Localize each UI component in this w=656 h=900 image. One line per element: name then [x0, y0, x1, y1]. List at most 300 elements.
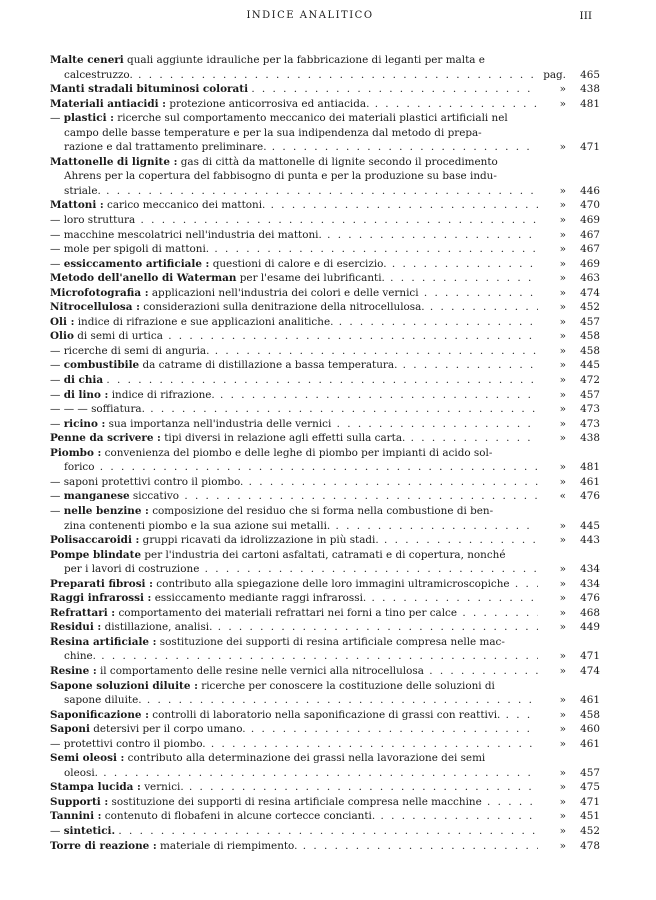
page-reference [538, 780, 600, 795]
entry-text: considerazioni sulla denitrazione della nitrocellulosa. [143, 301, 425, 314]
entry-line [50, 591, 600, 606]
index-entry [50, 679, 600, 708]
ditto-mark: » [559, 184, 566, 197]
entry-keyword: di chia [63, 374, 104, 387]
entry-line [50, 388, 600, 403]
page-reference [538, 198, 600, 213]
entry-text: soffiatura. [91, 403, 145, 416]
ditto-mark: » [559, 737, 566, 750]
entry-text: zina contenenti piombo e la sua azione sui metalli. [64, 519, 331, 532]
index-entry [50, 286, 600, 301]
entry-line [50, 504, 600, 519]
entry-line [50, 548, 600, 563]
page-reference [538, 795, 600, 810]
index-entry [50, 475, 600, 490]
index-entry [50, 155, 600, 199]
ditto-mark: » [559, 359, 566, 372]
ditto-mark: » [559, 243, 566, 256]
entry-text: Ahrens per la copertura del fabbisogno di punta e per la produzione su base indu- [64, 170, 497, 183]
entry-line [50, 649, 600, 664]
entry-text: detersivi per il corpo umano. [93, 723, 246, 736]
ditto-mark: » [559, 534, 566, 547]
entry-text: ricerche sul comportamento meccanico dei materiali plastici artificiali nel [117, 112, 508, 125]
entry-text: gas di città da mattonelle di lignite secondo il procedimento [180, 155, 498, 168]
index-entry [50, 591, 600, 606]
entry-line [50, 519, 600, 534]
entry-prefix: — — — [50, 403, 92, 416]
page-reference [538, 213, 600, 228]
page-number-ref: 465 [580, 68, 600, 81]
entry-keyword: Penne da scrivere : [50, 432, 161, 445]
entry-prefix: — [50, 344, 64, 357]
entry-line [50, 213, 600, 228]
index-entry [50, 548, 600, 577]
entry-text: chine. [64, 650, 96, 663]
page-number-ref: 475 [580, 781, 600, 794]
entry-text: sapone diluite. [64, 694, 142, 707]
index-entry [50, 417, 600, 432]
index-entry [50, 242, 600, 257]
ditto-mark: » [559, 214, 566, 227]
ditto-mark: » [559, 766, 566, 779]
index-entry [50, 737, 600, 752]
entry-keyword: ricino : [63, 417, 106, 430]
entry-keyword: Microfotografia : [50, 286, 149, 299]
ditto-mark: » [559, 810, 566, 823]
index-entry [50, 489, 600, 504]
entry-keyword: Olio [50, 330, 74, 343]
index-entry [50, 635, 600, 664]
entry-text: indice di rifrazione. [111, 388, 215, 401]
entry-text: striale. [64, 184, 101, 197]
entry-text: comportamento dei materiali refrattari nei forni a tino per calce [118, 606, 458, 619]
index-entry [50, 795, 600, 810]
entry-keyword: Nitrocellulosa : [50, 301, 140, 314]
ditto-mark: » [559, 519, 566, 532]
page-reference [538, 577, 600, 592]
entry-line [50, 140, 600, 155]
ditto-mark: » [559, 374, 566, 387]
index-entry [50, 213, 600, 228]
ditto-mark: » [559, 577, 566, 590]
entry-text: applicazioni nell'industria dei colori e delle vernici [151, 286, 419, 299]
entry-text: forico [64, 461, 95, 474]
entry-keyword: Metodo dell'anello di Waterman [50, 272, 237, 285]
ditto-mark: » [559, 839, 566, 852]
page-reference [538, 315, 600, 330]
ditto-mark: » [559, 708, 566, 721]
entry-prefix: — [50, 824, 64, 837]
page-number-ref: 457 [580, 766, 600, 779]
page-number-ref: 452 [580, 824, 600, 837]
entry-text: indice di rifrazione e sue applicazioni analitiche. [77, 315, 334, 328]
page-reference [538, 649, 600, 664]
page-number-ref: 474 [580, 286, 600, 299]
ditto-mark: » [559, 199, 566, 212]
page-reference [538, 475, 600, 490]
page-number-ref: 461 [580, 694, 600, 707]
page-number-ref: 478 [580, 839, 600, 852]
page-number-ref: 445 [580, 359, 600, 372]
entry-keyword: plastici : [63, 112, 114, 125]
page-number-ref: 467 [580, 228, 600, 241]
entry-keyword: Supporti : [50, 795, 109, 808]
page-number-ref: 457 [580, 315, 600, 328]
entry-line [50, 82, 600, 97]
entry-line [50, 533, 600, 548]
page-number-ref: 469 [580, 257, 600, 270]
page-reference [538, 708, 600, 723]
index-entry [50, 620, 600, 635]
entry-text: controlli di laboratorio nella saponificazione di grassi con reattivi. [152, 708, 501, 721]
index-entry [50, 111, 600, 155]
entry-line [50, 577, 600, 592]
entry-line [50, 664, 600, 679]
ditto-mark: » [559, 417, 566, 430]
entry-line [50, 722, 600, 737]
page-number-ref: 457 [580, 388, 600, 401]
index-entry [50, 228, 600, 243]
entry-keyword: essiccamento artificiale : [63, 257, 210, 270]
page-reference [538, 664, 600, 679]
index-entry [50, 198, 600, 213]
index-entry [50, 431, 600, 446]
entry-line [50, 620, 600, 635]
page-number-ref: 481 [580, 461, 600, 474]
entry-text: quali aggiunte idrauliche per la fabbricazione di leganti per malta e [127, 54, 485, 66]
ditto-mark: » [559, 621, 566, 634]
page-reference [538, 519, 600, 534]
entry-line [50, 780, 600, 795]
entry-keyword: Torre di reazione : [50, 839, 157, 852]
index-entry [50, 271, 600, 286]
page-reference [538, 344, 600, 359]
entry-text: da catrame di distillazione a bassa temperatura. [142, 359, 398, 372]
page-number-ref: 461 [580, 737, 600, 750]
entry-text: composizione del residuo che si forma nella combustione di ben- [152, 504, 494, 517]
ditto-mark: » [559, 83, 566, 96]
ditto-mark: » [559, 228, 566, 241]
index-entry [50, 533, 600, 548]
index-entry [50, 824, 600, 839]
index-entry [50, 97, 600, 112]
index-entry [50, 809, 600, 824]
page-reference [538, 809, 600, 824]
entry-prefix: — [50, 228, 64, 241]
index-entry [50, 53, 600, 82]
entry-keyword: Raggi infrarossi : [50, 592, 152, 605]
entry-text: materiale di riempimento. [160, 839, 298, 852]
ditto-mark: » [559, 664, 566, 677]
entry-text: convenienza del piombo e delle leghe di piombo per impianti di acido sol- [104, 446, 493, 459]
page-reference [538, 82, 600, 97]
entry-line [50, 708, 600, 723]
entry-prefix: — [50, 374, 64, 387]
ditto-mark: » [559, 694, 566, 707]
entry-prefix: — [50, 504, 64, 517]
entry-line [50, 155, 600, 170]
running-header [50, 10, 592, 26]
entry-prefix: — [50, 490, 64, 503]
ditto-mark: » [559, 592, 566, 605]
ditto-mark: » [559, 330, 566, 343]
page-reference [538, 373, 600, 388]
entry-line [50, 68, 600, 83]
entry-line [50, 271, 600, 286]
page-reference [538, 271, 600, 286]
page-reference [538, 417, 600, 432]
entry-line [50, 417, 600, 432]
page-number-ref: 460 [580, 723, 600, 736]
page-number-ref: 473 [580, 417, 600, 430]
ditto-mark: » [559, 257, 566, 270]
entry-line [50, 358, 600, 373]
entry-text: questioni di calore e di esercizio. [212, 257, 387, 270]
index-entry [50, 82, 600, 97]
entry-text: campo delle basse temperature e per la sua indipendenza dal metodo di prepa- [64, 126, 482, 139]
ditto-mark: » [559, 432, 566, 445]
entry-keyword: Residui : [50, 621, 102, 634]
page-number-ref: 458 [580, 708, 600, 721]
entry-line [50, 839, 600, 854]
entry-text: il comportamento delle resine nelle vernici alla nitrocellulosa [99, 664, 424, 677]
page-reference [538, 839, 600, 854]
page-reference [538, 489, 600, 504]
page-number-ref: 449 [580, 621, 600, 634]
entry-line [50, 751, 600, 766]
entry-line [50, 460, 600, 475]
index-entry [50, 373, 600, 388]
ditto-mark: » [559, 606, 566, 619]
ditto-mark: pag. [543, 68, 566, 81]
page-reference [538, 97, 600, 112]
page-reference [538, 300, 600, 315]
entry-keyword: Resina artificiale : [50, 635, 157, 648]
entry-line [50, 198, 600, 213]
page-number-ref: 472 [580, 374, 600, 387]
page-reference [538, 257, 600, 272]
entry-line [50, 257, 600, 272]
entry-line [50, 315, 600, 330]
entry-line [50, 795, 600, 810]
page-number-ref: 469 [580, 214, 600, 227]
index-entry [50, 329, 600, 344]
entry-text: siccativo [132, 490, 180, 503]
index-entry [50, 315, 600, 330]
entry-text: sua importanza nell'industria delle vernici [108, 417, 332, 430]
index-entry [50, 446, 600, 475]
index-entry [50, 780, 600, 795]
entry-text: calcestruzzo. [64, 68, 133, 81]
entry-text: essiccamento mediante raggi infrarossi. [154, 592, 367, 605]
entry-line [50, 446, 600, 461]
page-reference [538, 358, 600, 373]
entry-keyword: Preparati fibrosi : [50, 577, 153, 590]
entry-text: distillazione, analisi. [104, 621, 213, 634]
entry-text: contributo alla spiegazione delle loro immagini ultramicroscopiche [156, 577, 510, 590]
entry-text: per l'esame dei lubrificanti. [239, 272, 385, 285]
page-reference [538, 402, 600, 417]
page-reference [538, 620, 600, 635]
entry-prefix: — [50, 257, 64, 270]
entry-line [50, 373, 600, 388]
index-entry [50, 664, 600, 679]
ditto-mark: » [559, 781, 566, 794]
entry-line [50, 329, 600, 344]
entry-keyword: Stampa lucida : [50, 781, 141, 794]
entry-text: protettivi contro il piombo. [63, 737, 206, 750]
entry-text: contenuto di flobafeni in alcune cortecce concianti. [104, 810, 376, 823]
page-number-ref: 438 [580, 83, 600, 96]
index-entry [50, 751, 600, 780]
entry-line [50, 286, 600, 301]
page-reference [538, 737, 600, 752]
index-entry [50, 358, 600, 373]
ditto-mark: » [559, 272, 566, 285]
entry-text: per l'industria dei cartoni asfaltati, catramati e di copertura, nonché [144, 548, 506, 561]
index-entry [50, 402, 600, 417]
page-number-ref: 451 [580, 810, 600, 823]
page-number-ref: 467 [580, 243, 600, 256]
entry-text: mole per spigoli di mattoni. [63, 243, 210, 256]
entry-line [50, 475, 600, 490]
entry-keyword: Saponificazione : [50, 708, 149, 721]
page-number-ref: 471 [580, 650, 600, 663]
ditto-mark: » [559, 824, 566, 837]
ditto-mark: » [559, 344, 566, 357]
page-reference [538, 140, 600, 155]
entry-keyword: sintetici. [63, 824, 116, 837]
ditto-mark: » [559, 650, 566, 663]
entry-keyword: Materiali antiacidi : [50, 97, 167, 110]
entry-line [50, 228, 600, 243]
entry-text: per i lavori di costruzione [64, 563, 200, 576]
entry-prefix: — [50, 112, 64, 125]
ditto-mark: » [559, 97, 566, 110]
index-entry [50, 577, 600, 592]
ditto-mark: « [559, 490, 566, 503]
entry-line [50, 300, 600, 315]
ditto-mark: » [559, 315, 566, 328]
page-number-ref: 458 [580, 330, 600, 343]
page-reference [538, 824, 600, 839]
entry-keyword: Piombo : [50, 446, 102, 459]
page-number-ref: 446 [580, 184, 600, 197]
page-number-ref: 463 [580, 272, 600, 285]
ditto-mark: » [559, 141, 566, 154]
index-entry [50, 257, 600, 272]
entry-text: razione e dal trattamento preliminare. [64, 141, 267, 154]
page-number-ref: 470 [580, 199, 600, 212]
entry-line [50, 402, 600, 417]
entry-prefix: — [50, 388, 64, 401]
entry-text: macchine mescolatrici nell'industria dei mattoni. [63, 228, 322, 241]
entry-line [50, 693, 600, 708]
entry-line [50, 126, 600, 141]
ditto-mark: » [559, 301, 566, 314]
entry-prefix: — [50, 243, 64, 256]
page-number-ref: 476 [580, 592, 600, 605]
entry-keyword: Saponi [50, 723, 90, 736]
entry-text: gruppi ricavati da idrolizzazione in più stadi. [142, 534, 379, 547]
page-reference [538, 329, 600, 344]
entry-text: sostituzione dei supporti di resina artificiale compresa nelle macchine [111, 795, 482, 808]
entry-keyword: Oli : [50, 315, 75, 328]
index-entries [50, 53, 600, 853]
ditto-mark: » [559, 403, 566, 416]
ditto-mark: » [559, 461, 566, 474]
entry-line [50, 766, 600, 781]
index-entry [50, 839, 600, 854]
entry-prefix: — [50, 359, 64, 372]
ditto-mark: » [559, 795, 566, 808]
entry-keyword: Malte ceneri [50, 54, 124, 66]
entry-line [50, 489, 600, 504]
page-number-ref: 461 [580, 475, 600, 488]
entry-keyword: manganese [63, 490, 130, 503]
entry-line [50, 737, 600, 752]
entry-line [50, 111, 600, 126]
entry-prefix: — [50, 475, 64, 488]
entry-prefix: — [50, 737, 64, 750]
page-number-ref: 476 [580, 490, 600, 503]
page-number-ref: 468 [580, 606, 600, 619]
entry-text: vernici. [144, 781, 184, 794]
entry-keyword: Manti stradali bituminosi colorati [50, 83, 249, 96]
page-number-ref: 438 [580, 432, 600, 445]
page-number-ref: 443 [580, 534, 600, 547]
page-reference [538, 591, 600, 606]
entry-text: carico meccanico dei mattoni. [107, 199, 266, 212]
ditto-mark: » [559, 475, 566, 488]
entry-keyword: nelle benzine : [63, 504, 149, 517]
entry-keyword: Mattoni : [50, 199, 104, 212]
entry-prefix: — [50, 417, 64, 430]
entry-text: oleosi. [64, 766, 98, 779]
entry-text: di semi di urtica [77, 330, 163, 343]
entry-line [50, 562, 600, 577]
entry-text: ricerche di semi di anguria. [63, 344, 210, 357]
page-reference [538, 242, 600, 257]
page-number-ref: 445 [580, 519, 600, 532]
entry-line [50, 824, 600, 839]
page-reference [538, 68, 600, 83]
entry-keyword: Polisaccaroidi : [50, 534, 140, 547]
entry-keyword: Refrattari : [50, 606, 116, 619]
entry-text: saponi protettivi contro il piombo. [63, 475, 244, 488]
page-number-ref: 473 [580, 403, 600, 416]
entry-line [50, 809, 600, 824]
ditto-mark: » [559, 723, 566, 736]
page-number: III [579, 10, 592, 22]
entry-prefix: — [50, 214, 64, 227]
page-reference [538, 562, 600, 577]
entry-line [50, 679, 600, 694]
entry-line [50, 606, 600, 621]
entry-text: tipi diversi in relazione agli effetti sulla carta. [164, 432, 406, 445]
index-entry [50, 504, 600, 533]
page-reference [538, 533, 600, 548]
entry-text: protezione anticorrosiva ed antiacida. [169, 97, 370, 110]
page-number-ref: 452 [580, 301, 600, 314]
page-reference [538, 766, 600, 781]
entry-line [50, 53, 600, 68]
index-entry [50, 388, 600, 403]
page-reference [538, 184, 600, 199]
page-reference [538, 460, 600, 475]
entry-line [50, 344, 600, 359]
entry-line [50, 184, 600, 199]
